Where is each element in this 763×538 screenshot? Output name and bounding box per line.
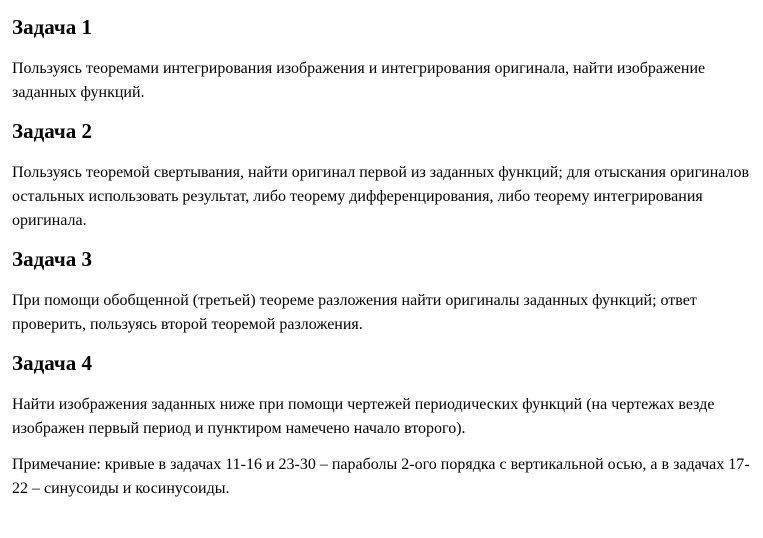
- task-section-4: [12, 349, 751, 501]
- task-section-3: [12, 245, 751, 337]
- task-title: Задача 2: [12, 119, 92, 143]
- task-title: Задача 4: [12, 351, 92, 375]
- task-title: Задача 3: [12, 247, 92, 271]
- task-section-2: [12, 117, 751, 233]
- task-text: Пользуясь теоремой свертывания, найти оригинал первой из заданных функций; для отыскания оригиналов остальных использовать результат, либо теорему дифференцирования, либо теорему интегрирования оригинала.: [12, 164, 750, 229]
- task-title: Задача 1: [12, 15, 92, 39]
- task-section-1: [12, 13, 751, 105]
- task-text: Найти изображения заданных ниже при помощи чертежей периодических функций (на чертежах везде изображен первый период и пунктиром намечено начало второго).: [12, 396, 715, 437]
- task-text: Пользуясь теоремами интегрирования изображения и интегрирования оригинала, найти изображение заданных функций.: [12, 60, 706, 101]
- task-text: При помощи обобщенной (третьей) теореме разложения найти оригиналы заданных функций; ответ проверить, пользуясь второй теоремой разложения.: [12, 292, 697, 333]
- task-note: Примечание: кривые в задачах 11-16 и 23-30 – параболы 2-ого порядка с вертикальной осью, а в задачах 17-22 – синусоиды и косинусоиды.: [12, 456, 750, 497]
